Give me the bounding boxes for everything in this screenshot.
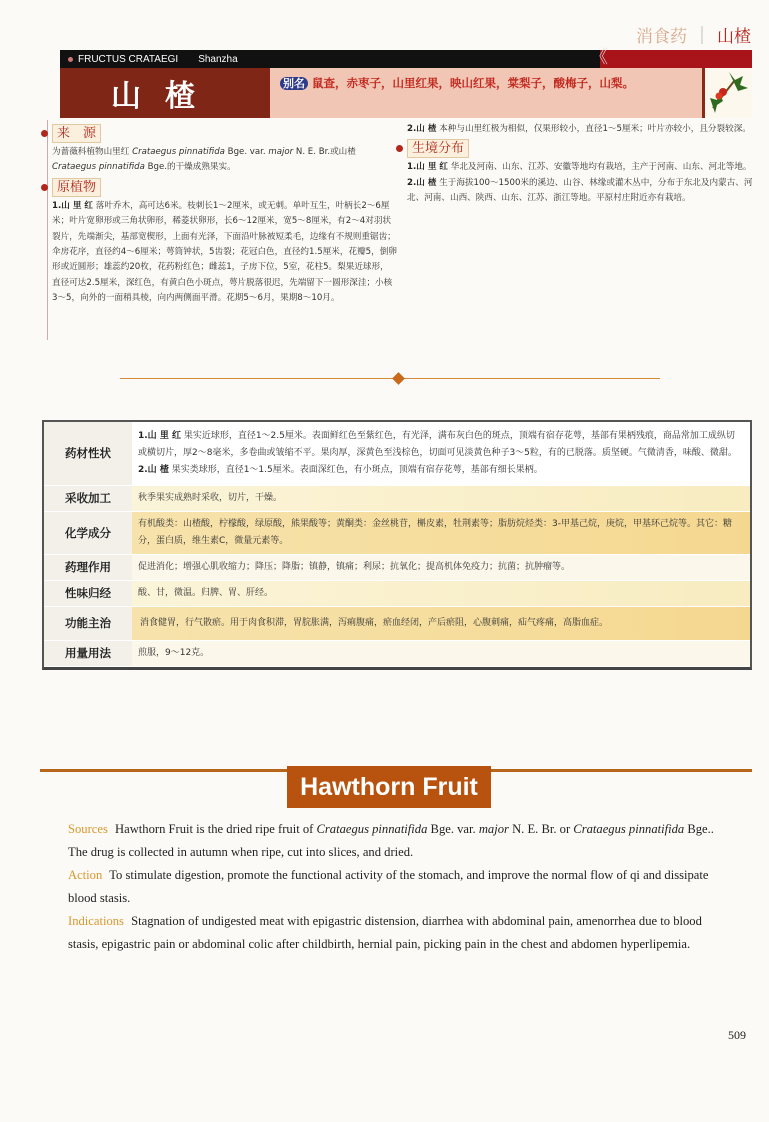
english-sources: Sources Hawthorn Fruit is the dried ripe fruit of Crataegus pinnatifida Bge. var. major N. E. Br. or Crataegus pinnatifida Bge.. The drug is collected in autumn when ripe, cut into slices, and dried.	[68, 822, 714, 859]
properties-table	[42, 420, 752, 670]
habitat-text-1: 1.山 里 红 华北及河南、山东、江苏、安徽等地均有栽培，主产于河南、山东、河北等地。	[407, 162, 752, 173]
pinyin-name: Shanzha	[198, 53, 238, 65]
row-label: 用量用法	[44, 641, 132, 666]
hawthorn-plant-image	[702, 68, 752, 118]
row-value: 1.山 里 红 果实近球形，直径1～2.5厘米。表面鲜红色至紫红色，有光泽，满布灰白色的斑点，顶端有宿存花萼，基部有果柄残痕，商品常加工成纵切或横切片，厚2～8毫米，多卷曲或皱缩不平。果肉厚，深黄色至浅棕色，切面可见淡黄色种子3～5粒，有的已脱落。质坚硬。气微清香，味酸、微甜。 2.山 楂 果实类球形，直径1～1.5厘米。表面深红色，有小斑点，顶端有宿存花萼，基部有细长果柄。	[138, 431, 737, 475]
table-row	[44, 607, 750, 641]
english-indications: Indications Stagnation of undigested meat with epigastric distension, diarrhea with abdominal pain, amenorrhea due to blood stasis, epigastric pain or abdominal colic after childbirth, hernial pain, picking pain in the chest and abdomen hyperlipemia.	[68, 914, 702, 951]
row-label: 性味归经	[44, 581, 132, 606]
left-column	[52, 122, 397, 307]
habitat-text-2: 2.山 楂 生于海拔100～1500米的溪边、山谷、林缘或灌木丛中，分布于东北及内蒙古、河北、河南、山西、陕西、山东、江苏、浙江等地。平原村庄附近亦有栽培。	[407, 177, 753, 204]
section-heading-habitat: 生境分布	[407, 139, 469, 158]
row-label: 功能主治	[44, 607, 132, 640]
row-value: 有机酸类：山楂酸，柠檬酸，绿原酸，熊果酸等；黄酮类：金丝桃苷，槲皮素，牡荆素等；脂肪烷烃类：3-甲基己烷，庚烷，甲基环己烷等。其它：糖分，蛋白质，维生素C，微量元素等。	[138, 519, 732, 546]
row-label: 药理作用	[44, 555, 132, 580]
row-value: 煎服，9～12克。	[138, 648, 210, 658]
current-herb-label: 山楂	[717, 27, 751, 47]
category-label: 消食药	[636, 27, 687, 47]
section-heading-sources: 来 源	[52, 124, 101, 143]
red-accent-bar	[600, 50, 752, 68]
column-rule	[47, 120, 48, 340]
right-column	[407, 122, 757, 207]
page-number: 509	[728, 1028, 746, 1042]
sources-text: 为蔷薇科植物山里红 Crataegus pinnatifida Bge. var. major N. E. Br.或山楂 Crataegus pinnatifida Bge.的干燥成熟果实。	[52, 147, 356, 173]
row-label: 药材性状	[44, 422, 132, 485]
row-value: 酸、甘，微温。归脾、胃、肝经。	[138, 588, 274, 598]
alias-badge: 别名	[280, 77, 308, 90]
table-row	[44, 581, 750, 607]
row-value: 秋季果实成熟时采收，切片，干燥。	[138, 493, 283, 503]
english-title: Hawthorn Fruit	[287, 766, 491, 808]
table-row	[44, 512, 750, 555]
row-value: 促进消化；增强心肌收缩力；降压；降脂；镇静，镇痛；利尿；抗氧化；提高机体免疫力；抗菌；抗肿瘤等。	[138, 562, 571, 572]
alias-text: 鼠查，赤枣子，山里红果，映山红果，棠梨子，酸梅子，山梨。	[312, 76, 634, 90]
herb-title: 山楂	[60, 68, 270, 118]
running-header	[636, 22, 751, 47]
latin-name-bar	[60, 50, 600, 68]
row-label: 化学成分	[44, 512, 132, 554]
section-heading-plant: 原植物	[52, 178, 101, 197]
plant-text-2: 2.山 楂 本种与山里红极为相似，仅果形较小，直径1～5厘米；叶片亦较小，且分裂较深。	[407, 124, 751, 134]
header-separator	[701, 26, 703, 44]
chevron-icon: 《	[590, 47, 608, 68]
table-row	[44, 422, 750, 486]
bullet-icon	[68, 57, 73, 62]
alias-box	[270, 68, 702, 118]
row-label: 采收加工	[44, 486, 132, 511]
table-row	[44, 486, 750, 512]
english-text	[68, 818, 733, 956]
english-action: Action To stimulate digestion, promote the functional activity of the stomach, and improve the normal flow of qi and dissipate blood stasis.	[68, 868, 709, 905]
table-row	[44, 641, 750, 667]
row-value: 消食健胃，行气散瘀。用于肉食积滞，胃脘胀满，泻痢腹痛，瘀血经闭，产后瘀阻，心腹刺痛，疝气疼痛，高脂血症。	[140, 618, 609, 628]
section-divider	[120, 378, 660, 379]
plant-text-1: 1.山 里 红 落叶乔木，高可达6米。枝刺长1～2厘米，或无刺。单叶互生，叶柄长2～6厘米；叶片宽卵形或三角状卵形，稀菱状卵形，长6～12厘米，宽5～8厘米，有2～4对羽状裂片，先端渐尖，基部宽楔形，上面有光泽，下面沿叶脉被短柔毛，边缘有不规则重锯齿；伞房花序，直径约4～6厘米；萼筒钟状，5齿裂；花冠白色，直径约1.5厘米，花瓣5，倒卵形或近圆形；雄蕊约20枚，花药粉红色；雌蕊1，子房下位，5室，花柱5。梨果近球形，直径可达2.5厘米，深红色，有黄白色小斑点，萼片脱落很迟，先端留下一圆形深洼；小核3～5，向外的一面稍具棱，向内两侧面平滑。花期5～6月，果期8～10月。	[52, 200, 397, 304]
latin-name: FRUCTUS CRATAEGI	[78, 53, 179, 65]
diamond-ornament-icon	[392, 372, 405, 385]
table-row	[44, 555, 750, 581]
